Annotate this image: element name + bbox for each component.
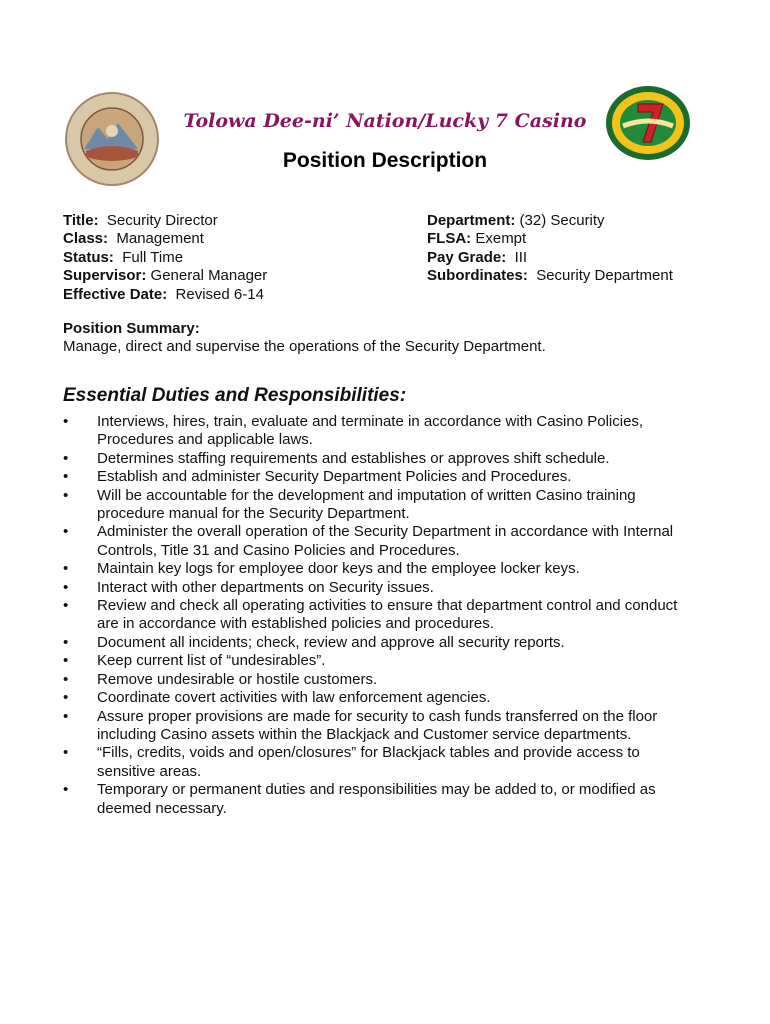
duty-item [63,413,693,450]
bullet-icon: • [63,689,69,707]
field-effective-date: Effective Date: Revised 6-14 [63,285,264,303]
field-subordinates: Subordinates: Security Department [427,267,673,285]
bullet-icon: • [63,523,69,541]
duty-line: Determines staffing requirements and establishes or approves shift schedule. [97,449,610,467]
duty-line: Review and check all operating activities to ensure that department control and conduct [97,597,678,615]
duty-line: Maintain key logs for employee door keys and the employee locker keys. [97,560,580,578]
bullet-icon: • [63,652,69,670]
duty-line: Administer the overall operation of the Security Department in accordance with Internal [97,523,674,541]
duty-item [63,652,693,670]
duty-line: deemed necessary. [97,799,227,817]
bullet-icon: • [63,597,69,615]
duty-item [63,689,693,707]
bullet-icon: • [63,781,69,799]
organization-title: Tolowa Dee-ni’ Nation/Lucky 7 Casino [183,110,587,132]
field-department: Department: (32) Security [427,212,605,229]
duty-line: Temporary or permanent duties and responsibilities may be added to, or modified as [97,781,656,799]
position-summary [63,320,713,357]
duty-line: Establish and administer Security Department Policies and Procedures. [97,468,572,486]
bullet-icon: • [63,560,69,578]
duty-line: including Casino assets within the Blackjack and Customer service departments. [97,725,632,743]
duty-line: Coordinate covert activities with law enforcement agencies. [97,689,491,707]
duty-item [63,560,693,578]
duty-item [63,450,693,468]
bullet-icon: • [63,744,69,762]
bullet-icon: • [63,413,69,430]
summary-text: Manage, direct and supervise the operations of the Security Department. [63,338,546,356]
duty-line: Will be accountable for the development and imputation of written Casino training [97,486,636,504]
bullet-icon: • [63,578,69,596]
duty-item [63,634,693,652]
duty-line: Controls, Title 31 and Casino Policies and Procedures. [97,541,460,559]
field-supervisor: Supervisor: General Manager [63,267,268,285]
duty-item [63,744,693,781]
bullet-icon: • [63,468,69,486]
duty-line: procedure manual for the Security Department. [97,505,410,523]
duty-item [63,708,693,745]
duty-item [63,523,693,560]
position-fields-right [427,212,673,286]
duty-line: “Fills, credits, voids and open/closures” for Blackjack tables and provide access to [97,744,640,762]
duty-line: Interact with other departments on Security issues. [97,578,434,596]
bullet-icon: • [63,486,69,504]
summary-heading: Position Summary: [63,320,200,337]
field-status: Status: Full Time [63,248,184,266]
duty-line: Interviews, hires, train, evaluate and terminate in accordance with Casino Policies, [97,413,644,430]
duty-line: are in accordance with established policies and procedures. [97,615,494,633]
bullet-icon: • [63,707,69,725]
duty-item [63,579,693,597]
bullet-icon: • [63,670,69,688]
bullet-icon: • [63,449,69,467]
field-class: Class: Management [63,230,204,248]
document-title: Position Description [282,149,488,172]
duty-item [63,487,693,524]
duty-line: Remove undesirable or hostile customers. [97,670,378,688]
bullet-icon: • [63,633,69,651]
duties-list [63,413,693,818]
duty-line: Keep current list of “undesirables”. [97,652,326,670]
field-flsa: FLSA: Exempt [427,230,527,248]
field-pay-grade: Pay Grade: III [427,248,528,266]
duty-item [63,671,693,689]
duties-heading: Essential Duties and Responsibilities: [63,385,407,406]
duty-item [63,781,693,818]
duty-item [63,468,693,486]
duty-item [63,597,693,634]
position-fields-left [63,212,267,304]
field-title: Title: Security Director [63,212,218,229]
duty-line: Assure proper provisions are made for security to cash funds transferred on the floor [97,707,658,725]
duty-line: sensitive areas. [97,762,202,780]
duty-line: Document all incidents; check, review and approve all security reports. [97,633,565,651]
duty-line: Procedures and applicable laws. [97,431,313,449]
